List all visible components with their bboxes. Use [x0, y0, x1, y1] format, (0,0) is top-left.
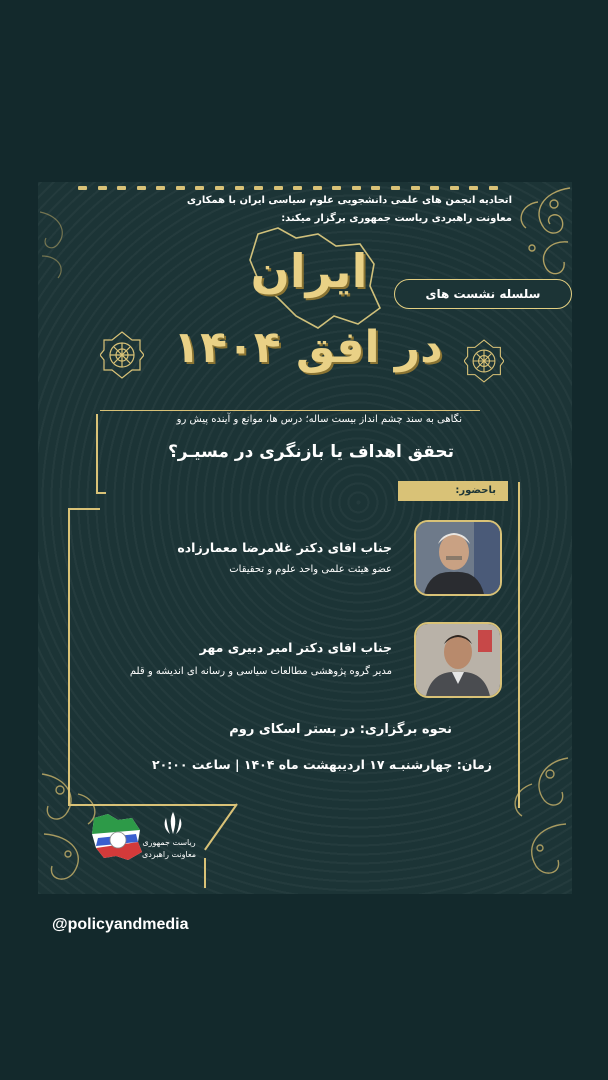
- speaker-photo: [414, 520, 502, 596]
- medallion-ornament-icon: [100, 330, 144, 380]
- emblem-logo-icon: [160, 810, 186, 836]
- frame-line: [68, 508, 70, 806]
- floral-ornament-icon: [38, 202, 98, 282]
- frame-line: [518, 482, 520, 808]
- frame-line: [68, 508, 100, 510]
- frame-line: [96, 414, 98, 494]
- presence-label: باحضور:: [398, 481, 508, 501]
- event-datetime: زمان: چهارشنبـه ۱۷ اردیبهشت ماه ۱۴۰۴ | ساعت ۲۰:۰۰: [152, 757, 492, 772]
- subtitle-text: نگاهی به سند چشم انداز بیست ساله؛ درس ها، موانع و آینده پیش رو: [176, 414, 462, 425]
- speaker-name: جناب اقای دکتر غلامرضا معمارزاده: [177, 540, 392, 555]
- organizer-line-2: معاونت راهبردی ریاست جمهوری برگزار میکند:: [281, 213, 512, 224]
- organizer-line: اتحادیه انجمن های علمی دانشجویی علوم سیاسی ایران با همکاری: [186, 195, 512, 206]
- floral-ornament-icon: [482, 744, 572, 894]
- speaker-photo: [414, 622, 502, 698]
- top-dot-border: [78, 186, 498, 192]
- question-title: تحقق اهداف یا بازنگری در مسیـر؟: [167, 442, 454, 462]
- frame-line: [204, 858, 206, 888]
- logo-text: ریاست جمهوری: [142, 838, 196, 847]
- title-iran: ایران: [250, 244, 368, 298]
- event-poster: [38, 182, 572, 894]
- frame-line: [68, 804, 236, 806]
- frame-line: [96, 492, 106, 494]
- logo-text: معاونت راهبردی: [141, 850, 197, 859]
- medallion-ornament-icon: [464, 338, 504, 384]
- speaker-name: جناب اقای دکتر امیر دبیری مهر: [199, 640, 392, 655]
- account-handle[interactable]: @policyandmedia: [52, 916, 189, 933]
- event-method: نحوه برگزاری: در بستر اسکای روم: [229, 722, 452, 737]
- speaker-role: مدیر گروه پژوهشی مطالعات سیاسی و رسانه ای اندیشه و قلم: [129, 666, 392, 677]
- title-horizon: در افق ۱۴۰۴: [173, 322, 443, 373]
- speaker-role: عضو هیئت علمی واحد علوم و تحقیقات: [229, 564, 392, 575]
- series-label: سلسله نشست های: [394, 279, 572, 309]
- frame-line: [204, 803, 238, 850]
